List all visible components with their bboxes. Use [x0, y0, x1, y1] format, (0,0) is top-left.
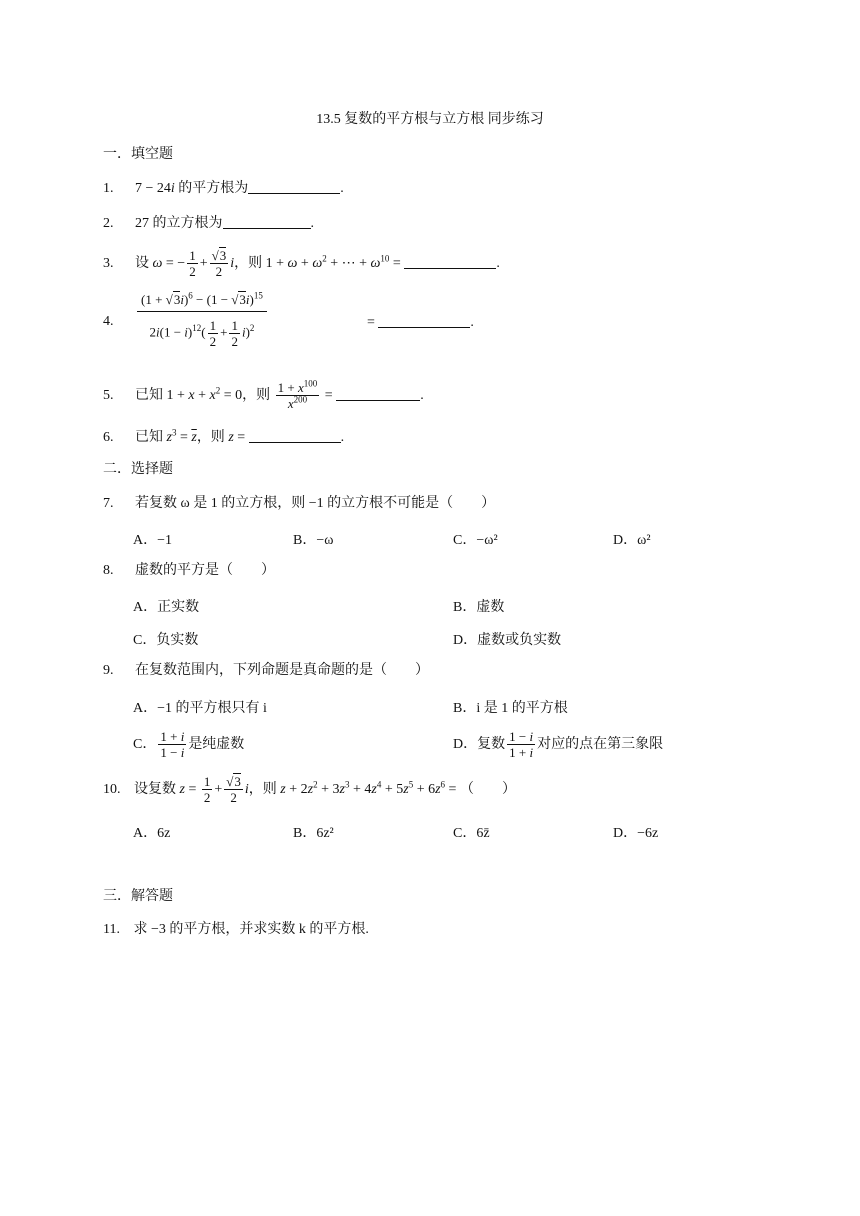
q10-option-d[interactable]: D．−6z — [613, 826, 659, 841]
fraction: $\frac{1 - i}{1 + i}$ — [509, 729, 534, 761]
q1-expression: 7 − 24i — [135, 181, 175, 196]
fraction: $\frac{1}{2}$ — [203, 774, 211, 806]
question-number: 10. — [103, 782, 121, 797]
section-fill-in: 一．填空题 — [103, 147, 173, 162]
q7-option-a[interactable]: A．−1 — [133, 533, 173, 548]
q10-option-b[interactable]: B．6z² — [293, 826, 334, 841]
question-number: 9. — [103, 663, 114, 678]
question-number: 1. — [103, 181, 114, 196]
q8-option-c[interactable]: C．负实数 — [133, 633, 199, 648]
answer-blank[interactable] — [336, 386, 420, 401]
question-number: 11. — [103, 922, 120, 937]
question-number: 5. — [103, 388, 114, 403]
q4-fraction: $(1 + √3i)^6 - (1 - √3i)^{15}$ $2i(1 - i)^{12}$( $\frac{1}{2}$ + $\frac{1}{2}$ i)$^2$ — [137, 292, 267, 349]
answer-blank[interactable] — [249, 428, 341, 443]
question-7 — [103, 495, 495, 513]
question-1: 1. 7 − 24i 的平方根为 . — [103, 181, 344, 196]
q8-option-b[interactable]: B．虚数 — [453, 600, 505, 615]
fraction: $\frac{1 + x^{100}}{x^{200}}$ — [277, 378, 318, 412]
answer-blank[interactable] — [248, 179, 340, 194]
q3-sum: $1 + \omega + \omega^2$ + ⋯ + $\omega^{10}$ = — [265, 253, 401, 271]
question-9 — [103, 662, 429, 680]
q8-option-d[interactable]: D．虚数或负实数 — [453, 633, 562, 648]
section-multiple-choice: 二．选择题 — [103, 462, 173, 477]
q8-text: 虚数的平方是（ ） — [135, 563, 275, 578]
q9-option-d[interactable]: D．复数 $\frac{1 - i}{1 + i}$ 对应的点在第三象限 — [453, 729, 664, 761]
q7-option-b[interactable]: B．−ω — [293, 533, 334, 548]
q10-option-a[interactable]: A．6z — [133, 826, 171, 841]
question-number: 3. — [103, 256, 114, 271]
question-number: 2. — [103, 216, 114, 231]
q5-equation: $1 + x + x^2 = 0$ — [166, 385, 243, 403]
question-number: 6. — [103, 430, 114, 445]
question-6: 6. 已知 $z^3 = \overline{z}$，则 z = . — [103, 427, 345, 445]
q10-option-c[interactable]: C．6z̄ — [453, 826, 490, 841]
q7-option-d[interactable]: D．ω² — [613, 533, 651, 548]
answer-blank[interactable] — [223, 214, 311, 229]
q2-text: 27 的立方根为 — [135, 216, 223, 231]
question-11 — [103, 921, 369, 939]
question-number: 4. — [103, 314, 114, 329]
question-5: 5. 已知 $1 + x + x^2 = 0$，则 $\frac{1 + x^{100}}{x^{200}}$ = . — [103, 378, 424, 412]
question-10: 10. 设复数 z = $\frac{1}{2}$ + $\frac{√3}{2}$ i，则 $z + 2z^2 + 3z^3 + 4z^4 + 5z^5 + 6z^6$ = （ ） — [103, 774, 516, 806]
question-number: 8. — [103, 563, 114, 578]
section-solve: 三．解答题 — [103, 889, 173, 904]
q11-text: 求 −3 的平方根，并求实数 k 的平方根. — [133, 922, 369, 937]
q8-option-a[interactable]: A．正实数 — [133, 600, 200, 615]
question-3: 3. 设 ω = − $\frac{1}{2}$ + $\frac{√3}{2}$ i，则 $1 + \omega + \omega^2$ + ⋯ + $\omega^{10}$ = . — [103, 248, 500, 280]
fraction: $\frac{1 + i}{1 - i}$ — [160, 729, 185, 761]
q7-text: 若复数 ω 是 1 的立方根，则 −1 的立方根不可能是（ ） — [135, 496, 496, 511]
q10-sum: $z + 2z^2 + 3z^3 + 4z^4 + 5z^5 + 6z^6$ = — [280, 779, 457, 797]
q9-option-a[interactable]: A．−1 的平方根只有 i — [133, 701, 267, 716]
q9-text: 在复数范围内，下列命题是真命题的是（ ） — [135, 663, 429, 678]
q9-option-b[interactable]: B．i 是 1 的平方根 — [453, 701, 568, 716]
answer-blank[interactable] — [378, 313, 470, 328]
question-number: 7. — [103, 496, 114, 511]
fraction: $\frac{√3}{2}$ — [211, 248, 227, 280]
question-8 — [103, 562, 275, 580]
answer-blank[interactable] — [404, 254, 496, 269]
q9-option-c[interactable]: C． $\frac{1 + i}{1 - i}$ 是纯虚数 — [133, 729, 245, 761]
fraction: $\frac{√3}{2}$ — [226, 774, 241, 806]
q1-text: 的平方根为 — [174, 181, 249, 196]
page-title: 13.5 复数的平方根与立方根 同步练习 — [316, 112, 544, 127]
q7-option-c[interactable]: C．−ω² — [453, 533, 498, 548]
fraction: $\frac{1}{2}$ — [189, 248, 196, 280]
question-2: 2. 27 的立方根为 . — [103, 216, 314, 231]
